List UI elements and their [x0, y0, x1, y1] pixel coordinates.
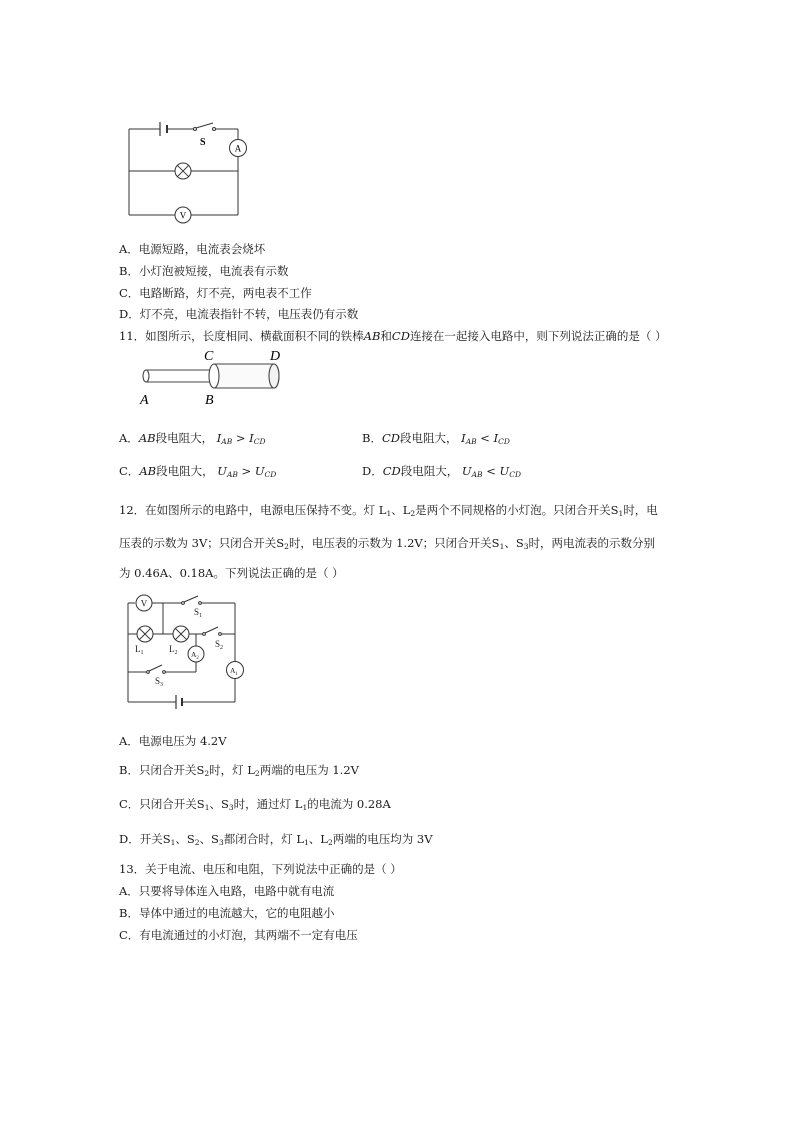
q11-rod-diagram [128, 346, 298, 408]
label-a: A [140, 393, 149, 408]
s2-label: $S_2$ [215, 639, 224, 651]
q10-option-b: B．小灯泡被短接，电流表有示数 [119, 264, 289, 278]
q10-option-d: D．灯不亮，电流表指针不转，电压表仍有示数 [119, 307, 359, 321]
q12-stem-line-2: 压表的示数为 3V；只闭合开关$S_2$时，电压表的示数为 1.2V；只闭合开关$S_1$、$S_3$时，两电流表的示数分别 [119, 536, 656, 551]
s3-label: $S_3$ [155, 676, 164, 688]
l2-label: $L_2$ [169, 644, 178, 656]
q12-option-c: C．只闭合开关$S_1$、$S_3$时，通过灯 $L_1$的电流为 0.28A [119, 797, 391, 812]
q11-option-c: C．AB段电阻大， $U_{AB} > U_{CD}$ [119, 464, 277, 479]
q12-option-d: D．开关$S_1$、$S_2$、$S_3$都闭合时，灯 $L_1$、$L_2$两端的电压均为 3V [119, 832, 433, 847]
q13-option-b: B．导体中通过的电流越大，它的电阻越小 [119, 906, 335, 920]
q13-stem: 13．关于电流、电压和电阻，下列说法中正确的是（ ） [119, 862, 402, 876]
q12-stem-line-3: 为 0.46A、0.18A。下列说法正确的是（ ） [119, 566, 344, 580]
l1-label: $L_1$ [135, 644, 144, 656]
switch-label: S [200, 137, 206, 148]
q11-stem: 11．如图所示，长度相同、横截面积不同的铁棒AB和CD连接在一起接入电路中，则下列说法正确的是（ ） [119, 329, 667, 343]
label-b: B [205, 393, 214, 408]
q11-option-d: D．CD段电阻大， $U_{AB} < U_{CD}$ [362, 464, 521, 479]
q12-circuit-diagram [120, 590, 250, 715]
a2-label: $A_2$ [191, 650, 199, 661]
v-meter-label: V [140, 598, 148, 609]
q10-option-c: C．电路断路，灯不亮，两电表不工作 [119, 286, 312, 300]
label-c: C [204, 349, 214, 364]
q12-option-b: B．只闭合开关$S_2$时，灯 $L_2$两端的电压为 1.2V [119, 763, 359, 778]
q13-option-a: A．只要将导体连入电路，电路中就有电流 [119, 884, 335, 898]
q10-circuit-diagram [120, 115, 260, 225]
label-d: D [270, 349, 281, 364]
q12-option-a: A．电源电压为 4.2V [119, 734, 227, 748]
voltmeter-label: V [179, 210, 187, 221]
q13-option-c: C．有电流通过的小灯泡，其两端不一定有电压 [119, 928, 358, 942]
q10-option-a: A．电源短路，电流表会烧坏 [119, 242, 266, 256]
q11-option-a: A．AB段电阻大， $I_{AB} > I_{CD}$ [119, 431, 266, 446]
ammeter-label: A [234, 143, 242, 154]
a1-label: $A_1$ [230, 666, 238, 677]
s1-label: $S_1$ [194, 607, 203, 619]
q11-option-b: B．CD段电阻大， $I_{AB} < I_{CD}$ [362, 431, 510, 446]
q12-stem-line-1: 12．在如图所示的电路中，电源电压保持不变。灯 $L_1$、$L_2$是两个不同规格的小灯泡。只闭合开关$S_1$时，电 [119, 503, 658, 518]
